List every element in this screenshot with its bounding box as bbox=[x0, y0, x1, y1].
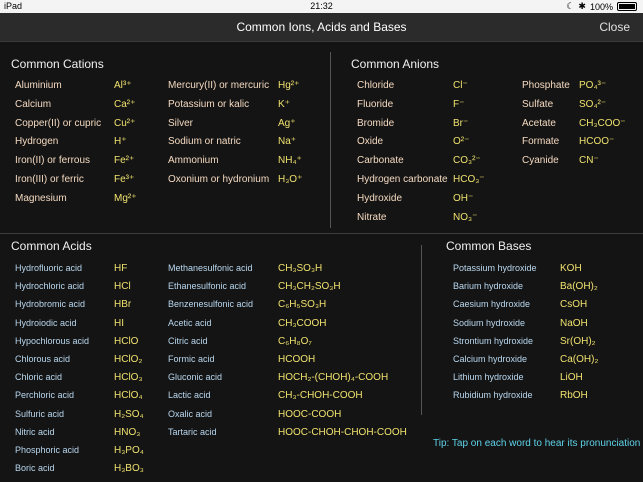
item-name[interactable]: Phosphate bbox=[522, 80, 570, 91]
item-formula[interactable]: Sr(OH)₂ bbox=[560, 335, 596, 347]
item-formula[interactable]: Ca²⁺ bbox=[114, 98, 136, 110]
item-formula[interactable]: Br⁻ bbox=[453, 117, 469, 129]
item-formula[interactable]: HNO₃ bbox=[114, 426, 141, 438]
item-name[interactable]: Lactic acid bbox=[168, 390, 211, 401]
item-formula[interactable]: CH₃CH₂SO₃H bbox=[278, 281, 341, 293]
item-formula[interactable]: O²⁻ bbox=[453, 136, 470, 148]
item-name[interactable]: Nitric acid bbox=[15, 426, 55, 437]
item-formula[interactable]: HClO₄ bbox=[114, 390, 143, 402]
item-name[interactable]: Iron(III) or ferric bbox=[15, 174, 84, 185]
anions-title: Common Anions bbox=[351, 57, 440, 71]
item-formula[interactable]: HCl bbox=[114, 281, 131, 293]
item-name[interactable]: Acetic acid bbox=[168, 317, 212, 328]
item-name[interactable]: Hydroiodic acid bbox=[15, 317, 77, 328]
item-formula[interactable]: NH₄⁺ bbox=[278, 155, 302, 167]
item-formula[interactable]: CH₃COOH bbox=[278, 317, 327, 329]
item-name[interactable]: Hydroxide bbox=[357, 192, 403, 204]
item-formula[interactable]: KOH bbox=[560, 263, 582, 274]
item-name[interactable]: Calcium bbox=[15, 98, 52, 110]
item-name[interactable]: Hydrogen carbonate bbox=[357, 174, 448, 185]
item-name[interactable]: Calcium hydroxide bbox=[453, 354, 528, 364]
close-button[interactable]: Close bbox=[599, 20, 630, 34]
item-name[interactable]: Gluconic acid bbox=[168, 372, 223, 383]
item-name[interactable]: Rubidium hydroxide bbox=[453, 390, 533, 401]
item-name[interactable]: Acetate bbox=[522, 117, 556, 129]
item-formula[interactable]: CN⁻ bbox=[579, 155, 599, 167]
item-formula[interactable]: Ba(OH)₂ bbox=[560, 281, 598, 293]
item-name[interactable]: Copper(II) or cupric bbox=[15, 117, 102, 129]
item-name[interactable]: Sulfate bbox=[522, 98, 554, 110]
divider-top-bottom bbox=[0, 233, 643, 234]
item-formula[interactable]: HCOO⁻ bbox=[579, 136, 615, 148]
item-name[interactable]: Formic acid bbox=[168, 354, 215, 364]
item-formula[interactable]: OH⁻ bbox=[453, 192, 474, 204]
item-name[interactable]: Chlorous acid bbox=[15, 354, 71, 364]
item-name[interactable]: Chloric acid bbox=[15, 372, 63, 383]
nav-bar bbox=[0, 13, 643, 42]
item-formula[interactable]: HClO bbox=[114, 335, 139, 347]
bases-title: Common Bases bbox=[446, 239, 532, 253]
item-formula[interactable]: Al³⁺ bbox=[114, 80, 132, 91]
item-name[interactable]: Methanesulfonic acid bbox=[168, 263, 253, 273]
item-name[interactable]: Iron(II) or ferrous bbox=[15, 155, 91, 167]
item-formula[interactable]: Fe³⁺ bbox=[114, 174, 135, 185]
item-name[interactable]: Carbonate bbox=[357, 155, 404, 167]
item-formula[interactable]: C₆H₈O₇ bbox=[278, 335, 312, 347]
item-formula[interactable]: Na⁺ bbox=[278, 136, 297, 148]
item-name[interactable]: Sodium hydroxide bbox=[453, 317, 526, 328]
item-name[interactable]: Phosphoric acid bbox=[15, 445, 80, 455]
item-formula[interactable]: Ag⁺ bbox=[278, 117, 296, 129]
clock: 21:32 bbox=[310, 1, 333, 11]
bluetooth-icon: ✱ bbox=[578, 1, 586, 11]
item-name[interactable]: Oxonium or hydronium bbox=[168, 174, 270, 185]
item-formula[interactable]: Mg²⁺ bbox=[114, 192, 137, 204]
item-formula[interactable]: Cl⁻ bbox=[453, 80, 468, 91]
item-formula[interactable]: H⁺ bbox=[114, 136, 127, 148]
item-name[interactable]: Lithium hydroxide bbox=[453, 372, 524, 383]
item-formula[interactable]: RbOH bbox=[560, 390, 588, 402]
item-formula[interactable]: CH₃SO₃H bbox=[278, 263, 323, 274]
item-formula[interactable]: H₃PO₄ bbox=[114, 445, 144, 456]
item-name[interactable]: Nitrate bbox=[357, 211, 387, 223]
item-formula[interactable]: CsOH bbox=[560, 299, 588, 311]
item-formula[interactable]: HF bbox=[114, 263, 128, 274]
item-name[interactable]: Mercury(II) or mercuric bbox=[168, 80, 270, 91]
tip-text: Tip: Tap on each word to hear its pronunciation bbox=[433, 438, 641, 449]
item-name[interactable]: Ammonium bbox=[168, 155, 219, 167]
item-name[interactable]: Hydrochloric acid bbox=[15, 281, 85, 292]
item-formula[interactable]: HCOOH bbox=[278, 354, 316, 365]
item-name[interactable]: Hydrogen bbox=[15, 136, 59, 148]
item-formula[interactable]: H₃BO₃ bbox=[114, 463, 144, 475]
item-formula[interactable]: CH₃COO⁻ bbox=[579, 117, 626, 129]
acids-title: Common Acids bbox=[11, 239, 92, 253]
item-name[interactable]: Barium hydroxide bbox=[453, 281, 524, 292]
item-name[interactable]: Hydrobromic acid bbox=[15, 299, 86, 310]
item-formula[interactable]: NO₃⁻ bbox=[453, 211, 478, 223]
item-name[interactable]: Formate bbox=[522, 136, 560, 148]
item-formula[interactable]: Cu²⁺ bbox=[114, 117, 136, 129]
item-name[interactable]: Hydrofluoric acid bbox=[15, 263, 83, 273]
status-bar bbox=[0, 0, 643, 13]
cations-title: Common Cations bbox=[11, 57, 104, 71]
item-formula[interactable]: PO₄³⁻ bbox=[579, 80, 607, 91]
item-formula[interactable]: Ca(OH)₂ bbox=[560, 354, 599, 365]
item-name[interactable]: Oxide bbox=[357, 136, 384, 148]
divider-acids-bases bbox=[421, 245, 422, 415]
item-name[interactable]: Potassium hydroxide bbox=[453, 263, 537, 273]
item-name[interactable]: Benzenesulfonic acid bbox=[168, 299, 254, 310]
item-name[interactable]: Boric acid bbox=[15, 463, 55, 474]
item-name[interactable]: Sodium or natric bbox=[168, 136, 241, 148]
item-formula[interactable]: Hg²⁺ bbox=[278, 80, 300, 91]
item-formula[interactable]: HOOC-COOH bbox=[278, 408, 342, 420]
item-formula[interactable]: HOOC-CHOH-CHOH-COOH bbox=[278, 426, 407, 438]
item-name[interactable]: Cyanide bbox=[522, 155, 559, 167]
item-name[interactable]: Strontium hydroxide bbox=[453, 335, 534, 346]
item-name[interactable]: Tartaric acid bbox=[168, 426, 217, 437]
status-right bbox=[566, 1, 637, 12]
item-formula[interactable]: H₂SO₄ bbox=[114, 408, 144, 420]
item-name[interactable]: Magnesium bbox=[15, 192, 67, 204]
item-formula[interactable]: C₆H₅SO₃H bbox=[278, 299, 327, 311]
moon-icon: ☾ bbox=[566, 1, 575, 11]
item-name[interactable]: Ethanesulfonic acid bbox=[168, 281, 247, 292]
divider-cations-anions bbox=[330, 52, 331, 228]
item-name[interactable]: Oxalic acid bbox=[168, 408, 213, 419]
item-formula[interactable]: HI bbox=[114, 317, 124, 329]
item-name[interactable]: Potassium or kalic bbox=[168, 98, 250, 110]
item-name[interactable]: Sulfuric acid bbox=[15, 408, 65, 419]
item-name[interactable]: Fluoride bbox=[357, 98, 394, 110]
item-name[interactable]: Aluminium bbox=[15, 80, 62, 91]
item-name[interactable]: Bromide bbox=[357, 117, 395, 129]
battery-icon bbox=[617, 2, 637, 11]
item-formula[interactable]: HClO₂ bbox=[114, 354, 143, 365]
item-formula[interactable]: HOCH₂-(CHOH)₄-COOH bbox=[278, 372, 389, 384]
item-formula[interactable]: Fe²⁺ bbox=[114, 155, 135, 167]
item-name[interactable]: Citric acid bbox=[168, 335, 208, 346]
item-formula[interactable]: HCO₃⁻ bbox=[453, 174, 485, 185]
item-formula[interactable]: LiOH bbox=[560, 372, 583, 384]
battery-percent: 100% bbox=[589, 1, 613, 12]
item-name[interactable]: Perchloric acid bbox=[15, 390, 75, 401]
item-name[interactable]: Chloride bbox=[357, 80, 395, 91]
item-formula[interactable]: F⁻ bbox=[453, 98, 465, 110]
item-formula[interactable]: CO₃²⁻ bbox=[453, 155, 481, 167]
item-formula[interactable]: HClO₃ bbox=[114, 372, 143, 384]
item-formula[interactable]: HBr bbox=[114, 299, 132, 311]
device-label: iPad bbox=[4, 1, 23, 11]
item-formula[interactable]: H₃O⁺ bbox=[278, 174, 303, 185]
page-title: Common Ions, Acids and Bases bbox=[236, 20, 407, 34]
item-name[interactable]: Caesium hydroxide bbox=[453, 299, 531, 310]
item-name[interactable]: Silver bbox=[168, 117, 194, 129]
item-name[interactable]: Hypochlorous acid bbox=[15, 335, 90, 346]
item-formula[interactable]: SO₄²⁻ bbox=[579, 98, 607, 110]
item-formula[interactable]: NaOH bbox=[560, 317, 588, 329]
item-formula[interactable]: CH₃-CHOH-COOH bbox=[278, 390, 363, 402]
item-formula[interactable]: K⁺ bbox=[278, 98, 290, 110]
